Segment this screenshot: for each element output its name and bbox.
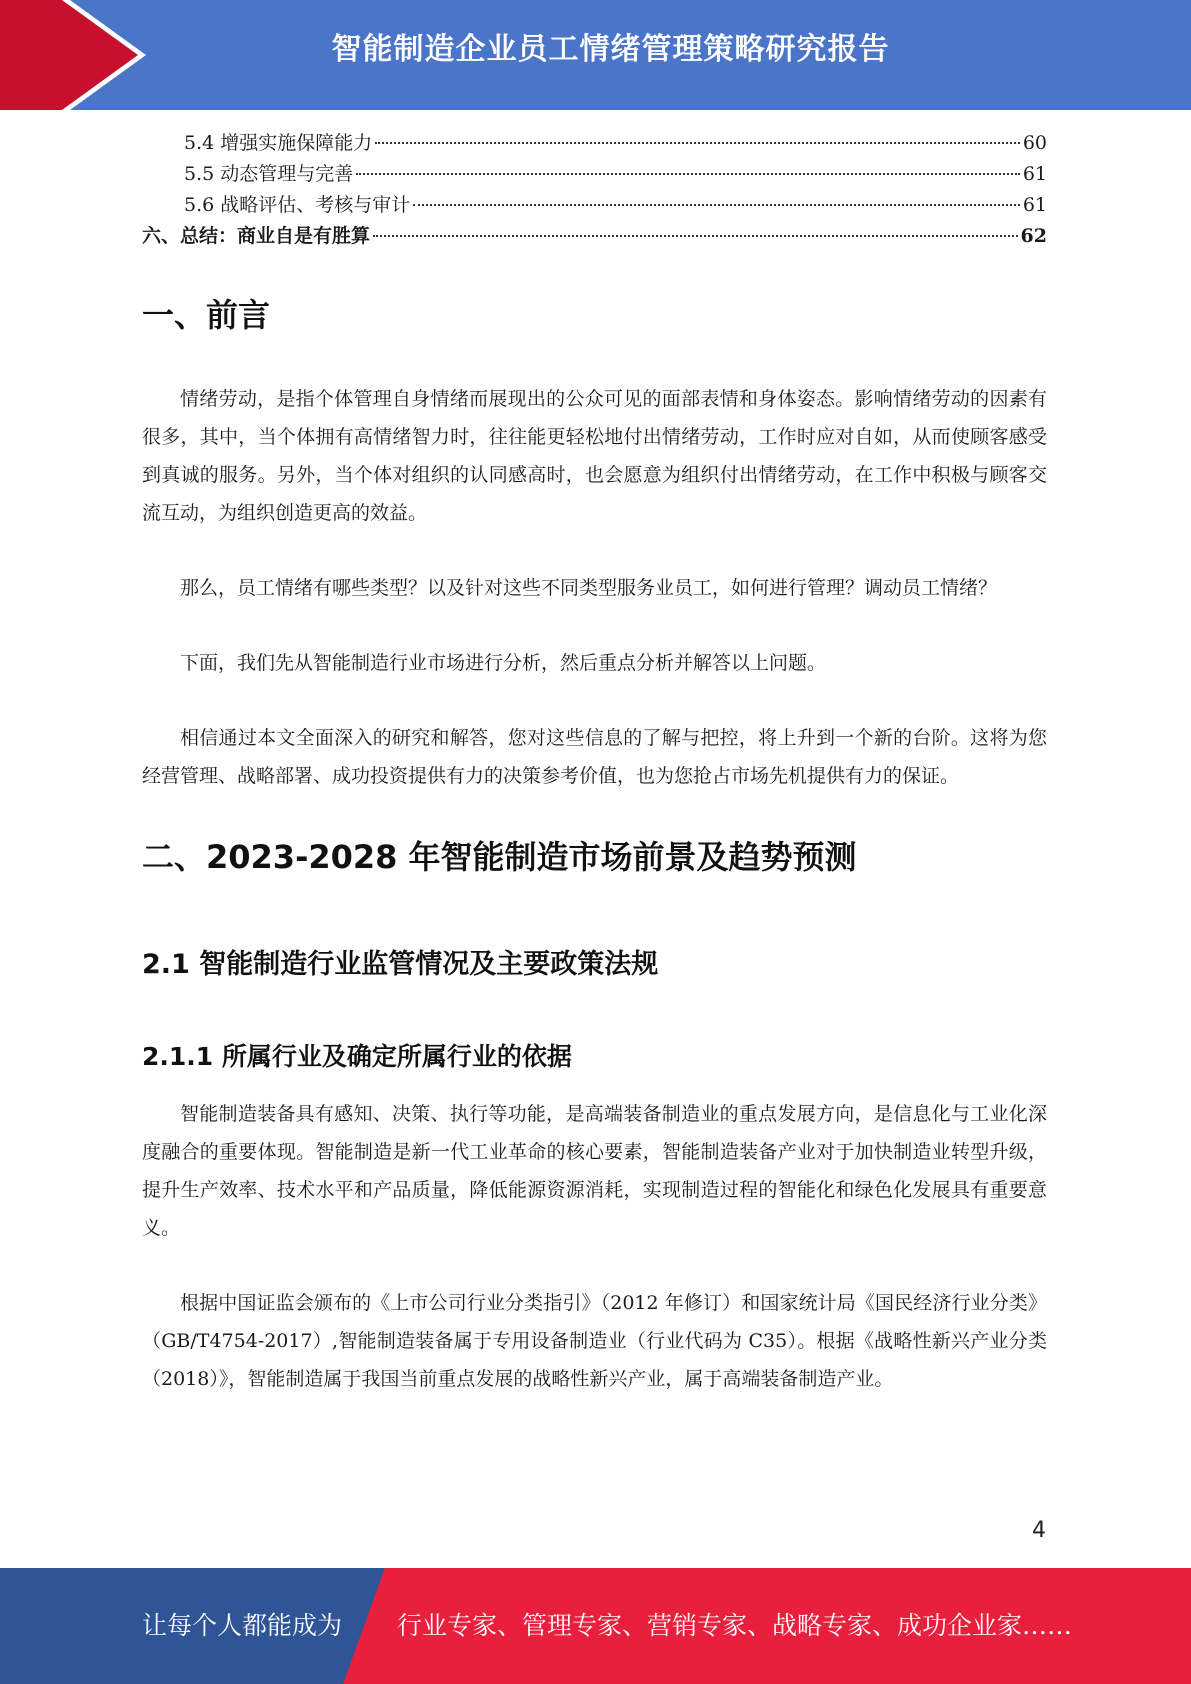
toc-entry-label: 战略评估、考核与审计 (220, 194, 411, 216)
toc-entry[interactable] (142, 159, 1047, 190)
body-paragraph: 根据中国证监会颁布的《上市公司行业分类指引》（2012 年修订）和国家统计局《国民经济行业分类》（GB/T4754-2017）,智能制造装备属于专用设备制造业（行业代码为 C35）。根据《战略性新兴产业分类（2018）》，智能制造属于我国当前重点发展的战略性新兴产业，属于高端装备制造产业。 (142, 1292, 1047, 1390)
toc-entry[interactable] (142, 221, 1047, 252)
toc-entry-page: 61 (1022, 194, 1047, 216)
page-header (0, 0, 1191, 110)
toc-entry-number: 5.5 (184, 163, 215, 185)
subsection-heading-2-1: 2.1 智能制造行业监管情况及主要政策法规 (142, 949, 659, 980)
toc-dot-leader (413, 204, 1020, 206)
section-heading-market: 二、2023-2028 年智能制造市场前景及趋势预测 (142, 838, 857, 876)
toc-dot-leader (373, 235, 1018, 237)
page-footer (0, 1568, 1191, 1684)
page-number: 4 (1032, 1518, 1046, 1543)
section-heading-preface: 一、前言 (142, 296, 271, 334)
footer-slogan-right: 行业专家、管理专家、营销专家、战略专家、成功企业家…… (397, 1611, 1073, 1640)
body-paragraph: 相信通过本文全面深入的研究和解答，您对这些信息的了解与把控，将上升到一个新的台阶。这将为您经营管理、战略部署、成功投资提供有力的决策参考价值，也为您抢占市场先机提供有力的保证。 (142, 727, 1047, 787)
toc-entry-label: 总结：商业自是有胜算 (180, 225, 371, 247)
toc-entry[interactable] (142, 190, 1047, 221)
toc-dot-leader (375, 142, 1020, 144)
report-title: 智能制造企业员工情绪管理策略研究报告 (331, 32, 890, 67)
toc-entry-page: 62 (1020, 225, 1047, 247)
footer-slogan-left: 让每个人都能成为 (142, 1611, 343, 1640)
body-paragraph: 那么，员工情绪有哪些类型？以及针对这些不同类型服务业员工，如何进行管理？调动员工情绪？ (180, 577, 998, 599)
table-of-contents (142, 128, 1047, 252)
toc-entry-label: 增强实施保障能力 (220, 132, 373, 154)
toc-dot-leader (356, 173, 1020, 175)
main-content (142, 290, 1047, 1398)
body-paragraph: 智能制造装备具有感知、决策、执行等功能，是高端装备制造业的重点发展方向，是信息化与工业化深度融合的重要体现。智能制造是新一代工业革命的核心要素，智能制造装备产业对于加快制造业转型升级，提升生产效率、技术水平和产品质量，降低能源资源消耗，实现制造过程的智能化和绿色化发展具有重要意义。 (142, 1103, 1047, 1239)
toc-entry-label: 动态管理与完善 (220, 163, 354, 185)
toc-entry-number: 5.6 (184, 194, 215, 216)
toc-entry-page: 60 (1022, 132, 1047, 154)
toc-entry-page: 61 (1022, 163, 1047, 185)
toc-entry[interactable] (142, 128, 1047, 159)
body-paragraph: 下面，我们先从智能制造行业市场进行分析，然后重点分析并解答以上问题。 (180, 652, 827, 674)
body-paragraph: 情绪劳动，是指个体管理自身情绪而展现出的公众可见的面部表情和身体姿态。影响情绪劳动的因素有很多，其中，当个体拥有高情绪智力时，往往能更轻松地付出情绪劳动，工作时应对自如，从而使顾客感受到真诚的服务。另外，当个体对组织的认同感高时，也会愿意为组织付出情绪劳动，在工作中积极与顾客交流互动，为组织创造更高的效益。 (142, 388, 1047, 524)
toc-entry-number: 5.4 (184, 132, 215, 154)
toc-entry-number: 六、 (142, 225, 181, 247)
subsection-heading-2-1-1: 2.1.1 所属行业及确定所属行业的依据 (142, 1042, 572, 1071)
